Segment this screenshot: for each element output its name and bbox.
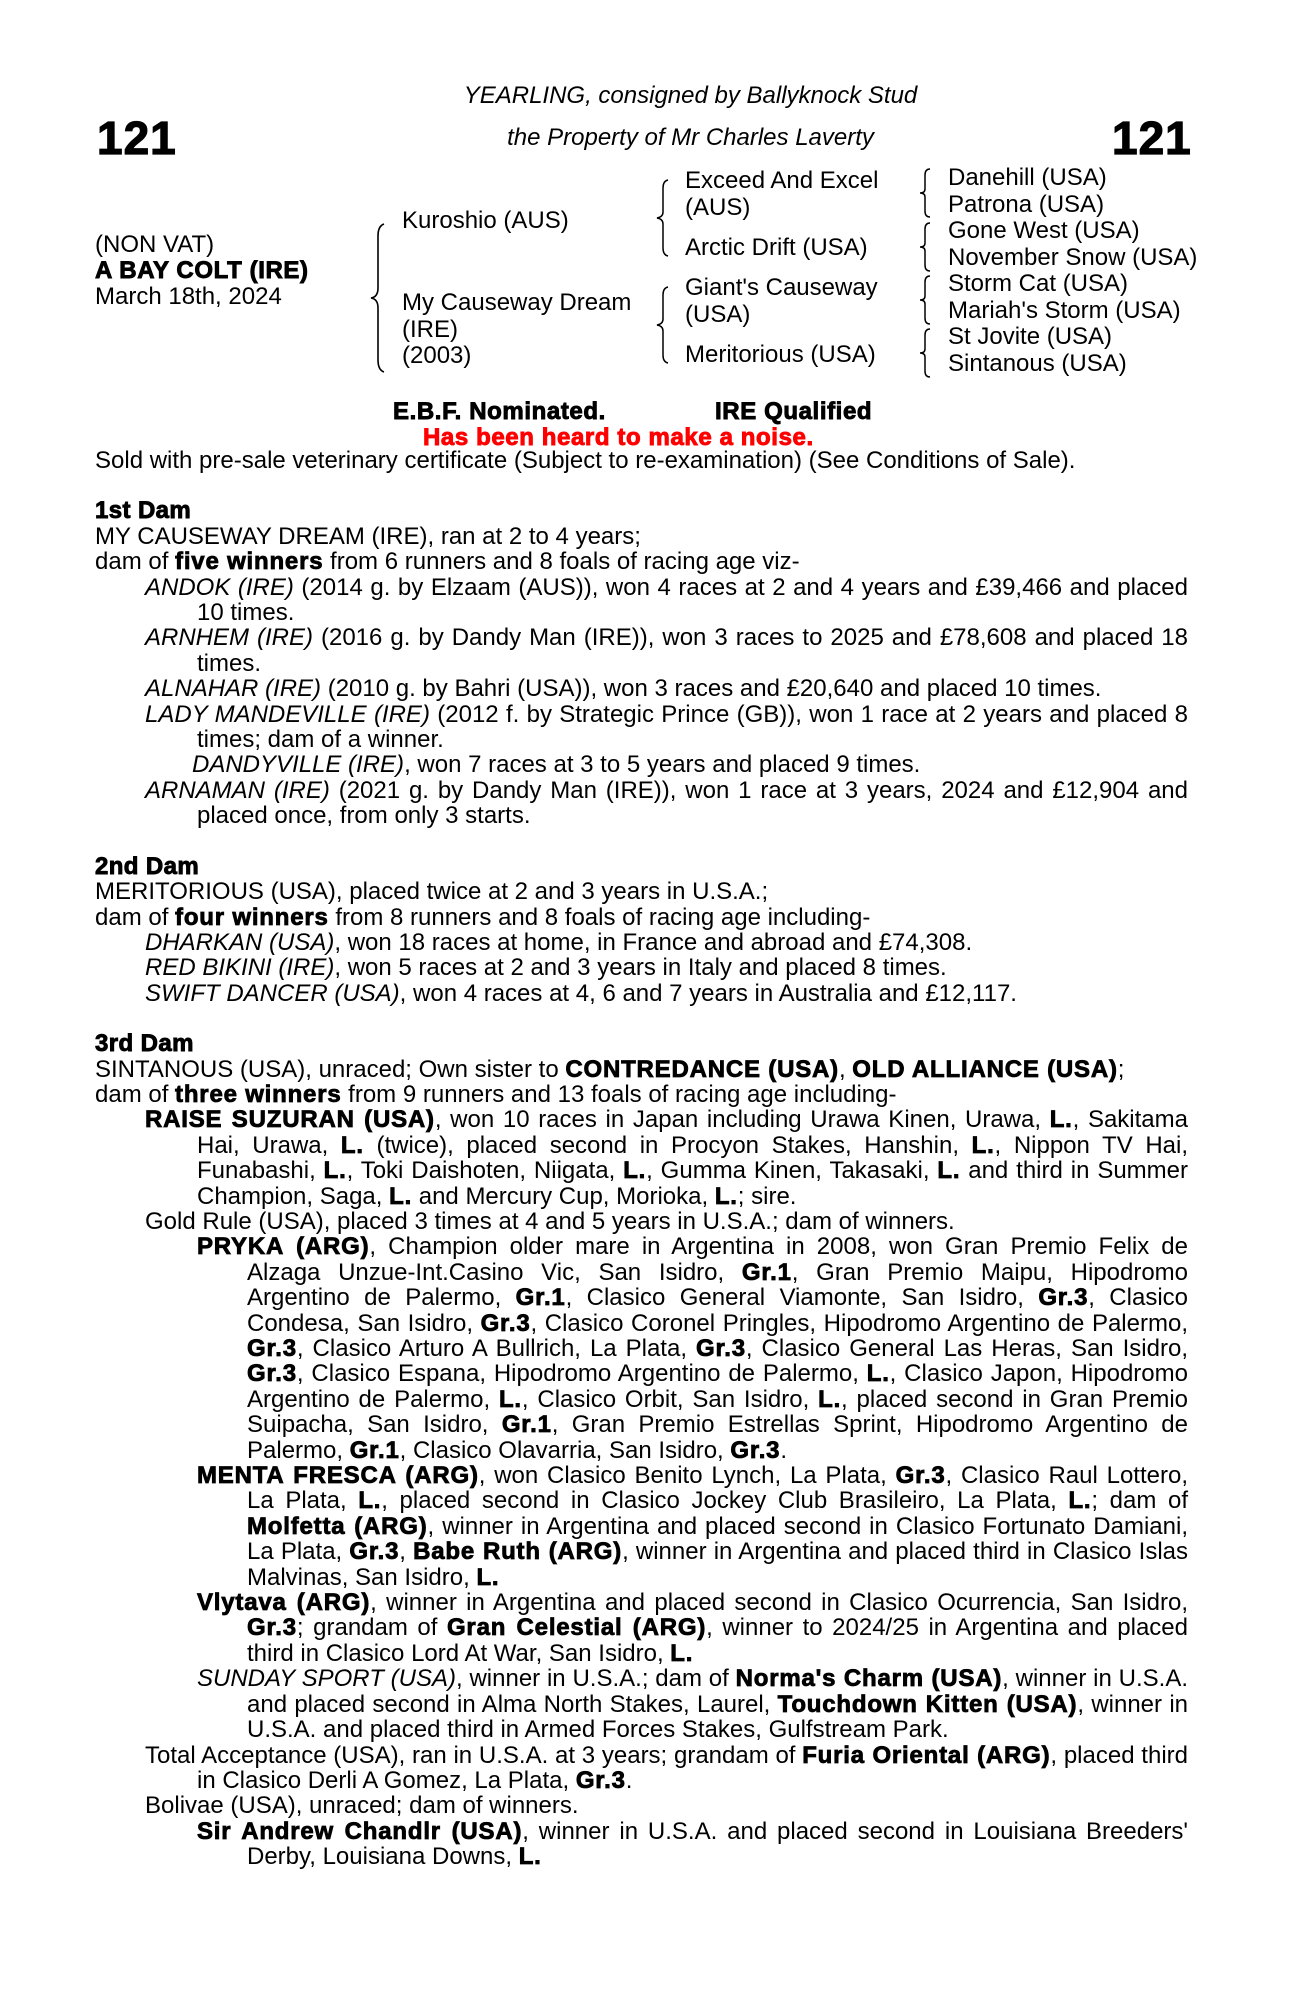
record-text: Total Acceptance (USA), ran in U.S.A. at 3 years; grandam of	[145, 1741, 803, 1769]
progeny-name: MENTA FRESCA (ARG)	[197, 1462, 479, 1490]
race-grade: L.	[714, 1182, 738, 1210]
race-grade: Gr.1	[515, 1284, 566, 1312]
sibling-name: CONTREDANCE (USA)	[565, 1055, 839, 1083]
record-text: ; dam of	[1091, 1487, 1188, 1515]
race-grade: Gr.3	[480, 1309, 531, 1337]
race-grade: L.	[866, 1360, 890, 1388]
race-grade: L.	[623, 1157, 647, 1185]
record-text: , placed second in Clasico Jockey Club Brasileiro, La Plata,	[381, 1487, 1069, 1515]
progeny-name: LADY MANDEVILLE (IRE)	[145, 700, 430, 728]
record-text: , Clasico Orbit, San Isidro,	[521, 1385, 819, 1413]
record-text: , Clasico General Las Heras, San Isidro,	[745, 1335, 1188, 1362]
record-text: , winner in U.S.A. and placed second in Alma North Stakes, Laurel,	[247, 1665, 1188, 1718]
summary-text: from 9 runners and 13 foals of racing age including-	[341, 1080, 897, 1108]
progeny-record: (2012 f. by Strategic Prince (GB)), won 1 race at 2 years and placed 8 times; dam of a winner.	[197, 700, 1189, 754]
progeny-name: Molfetta (ARG)	[247, 1512, 428, 1540]
record-text: , Gran Premio Maipu, Hipodromo Argentino de Palermo,	[247, 1258, 1189, 1312]
progeny-entry	[95, 676, 1188, 701]
progeny-entry-raise-suzuran	[95, 1107, 1188, 1209]
race-grade: L.	[1049, 1106, 1073, 1134]
record-text: (twice), placed second in Procyon Stakes, Hanshin,	[363, 1131, 972, 1159]
record-text: , Clasico Espana, Hipodromo Argentino de Palermo,	[296, 1360, 867, 1388]
progeny-name: PRYKA (ARG)	[197, 1233, 370, 1261]
progeny-name: Furia Oriental (ARG)	[802, 1741, 1051, 1769]
pedigree-brace-sire	[655, 178, 671, 258]
progeny-name: Gran Celestial (ARG)	[446, 1614, 707, 1642]
ebf-nominated: E.B.F. Nominated.	[393, 398, 606, 425]
race-grade: L.	[498, 1385, 522, 1413]
progeny-record: (2016 g. by Dandy Man (IRE)), won 3 races to 2025 and £78,608 and placed 18 times.	[197, 624, 1189, 677]
consignor-line: YEARLING, consigned by Ballyknock Stud	[463, 82, 918, 109]
race-grade: Gr.3	[247, 1360, 297, 1388]
intro-text: ;	[1117, 1055, 1125, 1083]
progeny-entry	[95, 625, 1188, 676]
pedigree-dam-year: (2003)	[402, 342, 472, 369]
pedigree-sire-sire	[685, 168, 878, 221]
pedigree-sire-sire-name: Exceed And Excel	[685, 167, 879, 194]
property-line: the Property of Mr Charles Laverty	[507, 124, 874, 151]
first-dam-intro: MY CAUSEWAY DREAM (IRE), ran at 2 to 4 years;	[95, 522, 641, 550]
record-text: .	[625, 1766, 633, 1794]
pedigree-brace-g3-3	[918, 274, 932, 326]
record-text: , winner in U.S.A.; dam of	[456, 1665, 736, 1693]
race-grade: L.	[358, 1487, 382, 1515]
race-grade: Gr.3	[1038, 1284, 1089, 1312]
record-text: , Clasico General Viamonte, San Isidro,	[565, 1284, 1039, 1312]
race-grade: L.	[389, 1182, 413, 1210]
progeny-record: , won 4 races at 4, 6 and 7 years in Australia and £12,117.	[399, 979, 1017, 1007]
second-dam-summary	[95, 905, 1188, 930]
progeny-name: ALNAHAR (IRE)	[145, 675, 322, 703]
summary-text: from 8 runners and 8 foals of racing age including-	[328, 903, 871, 931]
record-text: , Clasico Condesa, San Isidro,	[247, 1284, 1189, 1337]
progeny-entry	[95, 955, 1188, 980]
pedigree-brace-main	[368, 222, 390, 374]
pedigree-dam-dam: Meritorious (USA)	[685, 341, 876, 368]
progeny-entry-bolivae: Bolivae (USA), unraced; dam of winners.	[145, 1792, 579, 1820]
progeny-name: ARNHEM (IRE)	[145, 624, 313, 652]
record-text: , Clasico Olavarria, San Isidro,	[399, 1436, 731, 1464]
record-text: , placed third in Clasico Derli A Gomez, La Plata,	[197, 1741, 1188, 1794]
race-grade: Gr.3	[575, 1766, 626, 1794]
pedigree-dam-sire-name: Giant's Causeway	[685, 274, 878, 301]
record-text: , winner in Argentina and placed third in Clasico Islas Malvinas, San Isidro,	[247, 1538, 1189, 1591]
grand-progeny-entry-menta-fresca	[95, 1463, 1188, 1590]
grand-progeny-entry-sir-andrew	[95, 1819, 1188, 1870]
record-text: , winner to 2024/25 in Argentina and placed third in Clasico Lord At War, San Isidro,	[247, 1614, 1188, 1667]
first-dam-summary	[95, 549, 1188, 574]
lot-number-left: 121	[97, 112, 177, 164]
noise-warning: Has been heard to make a noise.	[423, 424, 814, 451]
pedigree-gen3-item: Mariah's Storm (USA)	[948, 296, 1181, 324]
pedigree-gen3-item: Storm Cat (USA)	[948, 270, 1129, 297]
summary-text: dam of	[95, 1080, 176, 1108]
record-text: , won Clasico Benito Lynch, La Plata,	[478, 1462, 896, 1490]
second-dam-intro: MERITORIOUS (USA), placed twice at 2 and 3 years in U.S.A.;	[95, 878, 769, 906]
pedigree-gen3-item: St Jovite (USA)	[948, 323, 1113, 350]
race-grade: Gr.3	[349, 1538, 400, 1566]
progeny-entry	[95, 778, 1188, 829]
grand-progeny-entry-pryka	[95, 1234, 1188, 1463]
record-text: , Clasico Raul Lottero, La Plata,	[247, 1462, 1188, 1515]
progeny-name: ARNAMAN (IRE)	[145, 776, 330, 804]
progeny-entry	[95, 702, 1188, 753]
progeny-name: RED BIKINI (IRE)	[145, 954, 335, 982]
progeny-record: , won 5 races at 2 and 3 years in Italy and placed 8 times.	[334, 954, 947, 982]
progeny-record: , won 7 races at 3 to 5 years and placed 9 times.	[404, 751, 921, 779]
progeny-name: SWIFT DANCER (USA)	[145, 979, 400, 1007]
record-text: , Champion older mare in Argentina in 2008, won Gran Premio Felix de Alzaga Unzue-Int.Casino Vic, San Isidro,	[247, 1233, 1188, 1286]
third-dam-intro	[95, 1057, 1188, 1082]
pedigree-brace-g3-1	[918, 167, 932, 219]
pedigree-dam-suffix: (IRE)	[402, 315, 458, 343]
progeny-name: DANDYVILLE (IRE)	[192, 751, 405, 779]
horse-name: A BAY COLT (IRE)	[95, 257, 309, 284]
first-dam-heading: 1st Dam	[95, 497, 192, 525]
race-grade: L.	[670, 1639, 694, 1667]
summary-text: dam of	[95, 548, 176, 576]
summary-bold: three winners	[175, 1080, 342, 1108]
record-text: , won 10 races in Japan including Urawa Kinen, Urawa,	[434, 1106, 1050, 1134]
record-text: .	[780, 1436, 787, 1464]
progeny-entry	[95, 930, 1188, 955]
pedigree-brace-g3-4	[918, 327, 932, 379]
vat-status: (NON VAT)	[95, 231, 215, 258]
race-grade: Gr.1	[349, 1436, 400, 1464]
pedigree-gen3-item: Gone West (USA)	[948, 217, 1140, 244]
pedigree-sire-sire-suffix: (AUS)	[685, 193, 751, 221]
record-text: , Nippon TV Hai, Funabashi,	[197, 1131, 1188, 1185]
grand-progeny-entry-sunday-sport	[95, 1666, 1188, 1742]
race-grade: L.	[818, 1385, 842, 1413]
record-text: , winner in U.S.A. and placed second in Louisiana Breeders' Derby, Louisiana Downs,	[247, 1817, 1188, 1871]
third-dam-heading: 3rd Dam	[95, 1030, 194, 1058]
pedigree-dam-sire-suffix: (USA)	[685, 300, 751, 328]
record-text: , Clasico Coronel Pringles, Hipodromo Argentino de Palermo,	[530, 1309, 1188, 1337]
pedigree-dam	[402, 290, 631, 370]
record-text: and third in Summer Champion, Saga,	[197, 1157, 1188, 1210]
progeny-record: (2014 g. by Elzaam (AUS)), won 4 races at 2 and 4 years and £39,466 and placed 10 times.	[197, 573, 1188, 627]
progeny-name: Babe Ruth (ARG)	[413, 1538, 623, 1566]
summary-text: from 6 runners and 8 foals of racing age viz-	[323, 548, 800, 576]
summary-text: dam of	[95, 903, 176, 931]
record-text: and Mercury Cup, Morioka,	[412, 1182, 715, 1210]
pedigree-gen3	[948, 165, 1197, 377]
record-text: , Sakitama Hai, Urawa,	[197, 1106, 1188, 1159]
progeny-entry	[95, 981, 1188, 1006]
progeny-name: ANDOK (IRE)	[145, 573, 294, 601]
race-grade: L.	[518, 1843, 542, 1871]
grand-progeny-entry	[95, 752, 1188, 777]
ire-qualified: IRE Qualified	[715, 398, 873, 425]
race-grade: Gr.1	[501, 1411, 552, 1439]
pedigree-sire-dam: Arctic Drift (USA)	[685, 234, 868, 261]
record-text: , Clasico Arturo A Bullrich, La Plata,	[296, 1335, 696, 1362]
race-grade: Gr.3	[730, 1436, 781, 1464]
race-grade: L.	[971, 1131, 995, 1159]
lot-number-right: 121	[1112, 112, 1192, 164]
record-text: , Gran Premio Estrellas Sprint, Hipodromo Argentino de Palermo,	[247, 1411, 1188, 1464]
record-text: , Gumma Kinen, Takasaki,	[646, 1157, 938, 1185]
second-dam-heading: 2nd Dam	[95, 852, 200, 880]
progeny-name: DHARKAN (USA)	[145, 928, 335, 956]
progeny-entry-gold-rule: Gold Rule (USA), placed 3 times at 4 and 5 years in U.S.A.; dam of winners.	[145, 1207, 955, 1235]
record-text: , winner in Argentina and placed second in Clasico Fortunato Damiani, La Plata,	[247, 1512, 1188, 1566]
foaling-date: March 18th, 2024	[95, 283, 282, 310]
progeny-name: Sir Andrew Chandlr (USA)	[197, 1817, 523, 1845]
progeny-record: (2021 g. by Dandy Man (IRE)), won 1 race at 3 years, 2024 and £12,904 and placed once, from only 3 starts.	[197, 776, 1188, 830]
horse-info	[95, 232, 309, 310]
pedigree-gen3-item: Patrona (USA)	[948, 190, 1105, 218]
progeny-entry-total-acceptance	[95, 1743, 1188, 1794]
summary-bold: four winners	[175, 903, 329, 931]
pedigree-gen3-item: Danehill (USA)	[948, 164, 1107, 191]
record-text: ; sire.	[737, 1182, 797, 1210]
race-grade: L.	[1068, 1487, 1092, 1515]
race-grade: Gr.3	[247, 1335, 297, 1362]
pedigree-gen3-item: Sintanous (USA)	[948, 349, 1127, 377]
race-grade: L.	[323, 1157, 347, 1185]
summary-bold: five winners	[175, 548, 324, 576]
progeny-name: RAISE SUZURAN (USA)	[145, 1106, 435, 1134]
intro-text: SINTANOUS (USA), unraced; Own sister to	[95, 1055, 566, 1083]
third-dam-summary	[95, 1082, 1188, 1107]
progeny-record: , won 18 races at home, in France and abroad and £74,308.	[334, 928, 973, 956]
race-grade: Gr.1	[741, 1258, 792, 1286]
progeny-name: Vlytava (ARG)	[197, 1589, 371, 1617]
record-text: , Toki Daishoten, Niigata,	[346, 1157, 624, 1185]
record-text: , placed second in Gran Premio Suipacha, San Isidro,	[247, 1385, 1188, 1439]
record-text: , Clasico Japon, Hipodromo Argentino de Palermo,	[247, 1360, 1188, 1413]
pedigree-brace-g3-2	[918, 221, 932, 273]
record-text: ,	[399, 1538, 414, 1566]
record-text: , winner in U.S.A. and placed third in Armed Forces Stakes, Gulfstream Park.	[247, 1690, 1188, 1744]
sibling-name: OLD ALLIANCE (USA)	[852, 1055, 1118, 1083]
race-grade: Gr.3	[895, 1462, 946, 1490]
pedigree-dam-name: My Causeway Dream	[402, 289, 632, 316]
pedigree-dam-sire	[685, 275, 878, 328]
progeny-name: Norma's Charm (USA)	[735, 1665, 1003, 1693]
progeny-record: (2010 g. by Bahri (USA)), won 3 races and £20,640 and placed 10 times.	[321, 675, 1102, 703]
intro-text: ,	[838, 1055, 853, 1083]
progeny-name: Touchdown Kitten (USA)	[777, 1690, 1078, 1718]
catalogue-body	[95, 448, 1188, 1870]
pedigree-gen3-item: November Snow (USA)	[948, 243, 1198, 271]
record-text: , winner in Argentina and placed second in Clasico Ocurrencia, San Isidro,	[370, 1589, 1188, 1617]
race-grade: Gr.3	[247, 1614, 297, 1642]
pedigree-brace-dam	[655, 285, 671, 365]
race-grade: L.	[937, 1157, 961, 1185]
race-grade: L.	[476, 1563, 500, 1591]
progeny-name: SUNDAY SPORT (USA)	[197, 1665, 456, 1693]
pedigree-sire: Kuroshio (AUS)	[402, 207, 569, 234]
grand-progeny-entry-vlytava	[95, 1590, 1188, 1666]
vet-certificate-note: Sold with pre-sale veterinary certificate (Subject to re-examination) (See Conditions of Sale).	[95, 447, 1076, 474]
race-grade: L.	[340, 1131, 364, 1159]
record-text: ; grandam of	[296, 1614, 447, 1642]
progeny-entry	[95, 575, 1188, 626]
race-grade: Gr.3	[695, 1335, 746, 1362]
